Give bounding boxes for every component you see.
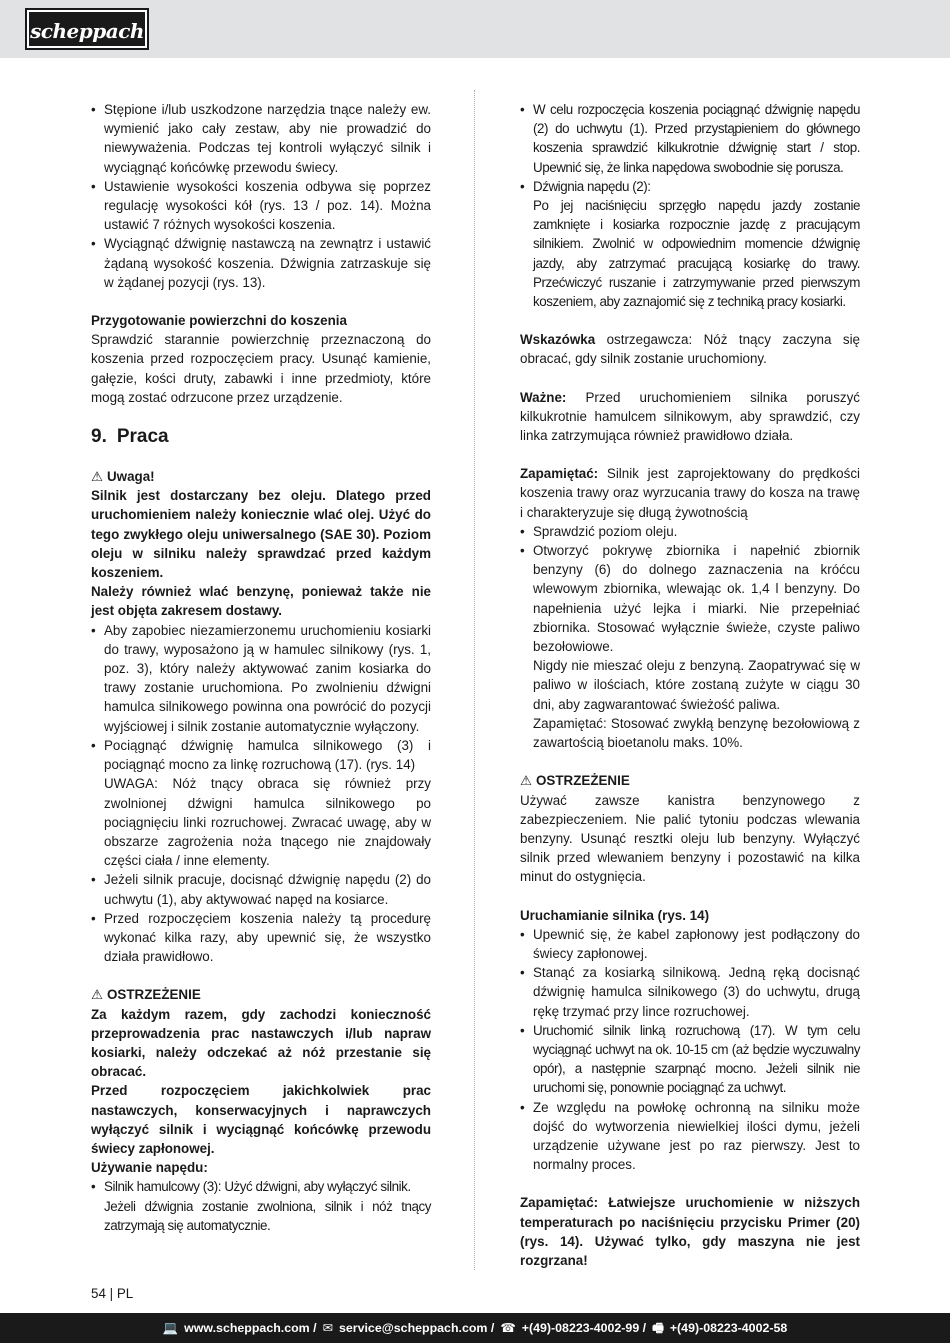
- column-divider: [474, 90, 476, 1270]
- list-item: • Jeżeli silnik pracuje, docisnąć dźwignię napędu (2) do uchwytu (1), aby aktywować napęd na kosiarce.: [91, 870, 431, 908]
- bullet-list-start: [520, 925, 860, 1175]
- warning-label: OSTRZEŻENIE: [536, 773, 630, 789]
- list-item: • W celu rozpoczęcia koszenia pociągnąć dźwignię napędu (2) do uchwytu (1). Przed przystąpieniem do głównego koszenia sprawdzić kilkukrotnie dźwignię start / stop. Upewnić się, że linka napędowa swobodnie się porusza.: [520, 100, 860, 177]
- start-heading: Uruchamianie silnika (rys. 14): [520, 907, 710, 923]
- page-number-value: 54: [91, 1286, 106, 1301]
- bullet-list-usage: [91, 1177, 431, 1235]
- final-note: Zapamiętać: Łatwiejsze uruchomienie w niższych temperaturach po naciśnięciu przycisku Primer (20) (rys. 14). Używać tylko, gdy maszyna nie jest rozgrzana!: [520, 1195, 860, 1268]
- warning-heading: [520, 771, 860, 790]
- mail-icon: ✉: [322, 1321, 333, 1335]
- phone-icon: ☎: [500, 1321, 516, 1335]
- warning-text: Używać zawsze kanistra benzynowego z zabezpieczeniem. Nie palić tytoniu podczas wlewania benzyny. Usunąć resztki oleju lub benzyny. Wyłączyć silnik przed wlewaniem benzyny i pozostawić na kilka minut do ostygnięcia.: [520, 792, 860, 885]
- list-item: • Uruchomić silnik linką rozruchową (17). W tym celu wyciągnąć uchwyt na ok. 10-15 cm (aż będzie wyczuwalny opór), a następnie szarpnąć mocno. Jeżeli silnik nie uruchomi się, ponownie pociągnąć za uchwyt.: [520, 1021, 860, 1098]
- footer-band: [0, 1313, 950, 1343]
- list-item: [520, 541, 860, 752]
- section-number: 9.: [91, 426, 107, 448]
- list-item-subtext: Zapamiętać: Stosować zwykłą benzynę bezołowiową z zawartością bioetanolu maks. 10%.: [533, 715, 860, 751]
- bullet-list-fuel: [520, 522, 860, 752]
- list-item: • Stanąć za kosiarką silnikową. Jedną ręką docisnąć dźwignię hamulca silnikowego (3) do uchwytu, drugą rękę trzymać przy lince rozruchowej.: [520, 963, 860, 1021]
- important-label: Ważne:: [520, 389, 567, 405]
- attention-heading: [91, 467, 431, 486]
- fax-icon: 🖷: [652, 1321, 664, 1335]
- list-item: • Upewnić się, że kabel zapłonowy jest podłączony do świecy zapłonowej.: [520, 925, 860, 963]
- scheppach-logo: scheppach: [27, 10, 147, 48]
- page-separator: |: [109, 1286, 114, 1301]
- important-text: Przed uruchomieniem silnika poruszyć kilkukrotnie hamulcem silnikowym, aby sprawdzić, czy linka zatrzymująca również prawidłowo działa.: [520, 389, 860, 444]
- list-item: • Stępione i/lub uszkodzone narzędzia tnące należy ew. wymienić jako cały zestaw, aby nie prowadzić do niewyważenia. Podczas tej kontroli wyłączyć silnik i wyciągnąć końcówkę przewodu świecy.: [91, 100, 431, 177]
- list-item-subtext: Jeżeli dźwignia zostanie zwolniona, silnik i nóż tnący zatrzymają się automatycznie.: [104, 1198, 431, 1233]
- prep-heading: Przygotowanie powierzchni do koszenia: [91, 313, 347, 329]
- list-item: [520, 177, 860, 311]
- footer-email[interactable]: service@scheppach.com /: [338, 1321, 495, 1335]
- remember-text: Silnik jest zaprojektowany do prędkości koszenia trawy oraz wyrzucania trawy do kosza na trawę i charakteryzuje się długą żywotnością: [520, 466, 860, 520]
- list-item: • Aby zapobiec niezamierzonemu uruchomieniu kosiarki do trawy, wyposażono ją w hamulec silnikowy (rys. 1, poz. 3), który należy aktywować zanim kosiarka do trawy zostanie uruchomiona. Po zwolnieniu dźwigni hamulca silnikowego powinna ona powrócić do pozycji wyjściowej i silnik zostanie automatycznie wyłączony.: [91, 621, 431, 736]
- hint-paragraph: [520, 330, 860, 368]
- hint-label: Wskazówka: [520, 332, 596, 348]
- list-item: • Przed rozpoczęciem koszenia należy tą procedurę wykonać kilka razy, aby upewnić się, że wszystko działa prawidłowo.: [91, 909, 431, 967]
- bullet-list-drive: [520, 100, 860, 311]
- bullet-list-top: [91, 100, 431, 292]
- footer-fax: +(49)-08223-4002-58: [669, 1321, 788, 1335]
- list-item: • Sprawdzić poziom oleju.: [520, 522, 860, 541]
- monitor-icon: 💻: [162, 1321, 179, 1335]
- important-paragraph: [520, 388, 860, 446]
- hint-text: ostrzegawcza: Nóż tnący zaczyna się obracać, gdy silnik zostanie uruchomiony.: [520, 332, 860, 367]
- bullet-list-work: [91, 621, 431, 967]
- left-column: [91, 100, 431, 1235]
- list-item: [91, 1177, 431, 1235]
- remember-paragraph: [520, 464, 860, 522]
- usage-heading: Używanie napędu:: [91, 1160, 208, 1176]
- list-item: [91, 736, 431, 870]
- prep-paragraph: Sprawdzić starannie powierzchnię przeznaczoną do koszenia przed rozpoczęciem pracy. Usunąć kamienie, gałęzie, kości druty, zabawki i inne przedmioty, które mogą zostać odrzucone przez urządzenie.: [91, 332, 431, 405]
- list-item: • Wyciągnąć dźwignię nastawczą na zewnątrz i ustawić żądaną wysokość koszenia. Dźwignia zatrzaskuje się w żądanej pozycji (rys. 13).: [91, 234, 431, 292]
- footer-website[interactable]: www.scheppach.com /: [184, 1321, 317, 1335]
- warning-heading: [91, 985, 431, 1004]
- attention-text-2: Należy również wlać benzynę, ponieważ także nie jest objęta zakresem dostawy.: [91, 584, 431, 619]
- list-item-text: • Silnik hamulcowy (3): Użyć dźwigni, aby wyłączyć silnik.: [104, 1179, 411, 1195]
- right-column: [520, 100, 860, 1270]
- section-title: Praca: [116, 426, 169, 448]
- list-item-text: • Pociągnąć dźwignię hamulca silnikowego (3) i pociągnąć mocno za linkę rozruchową (17). (rys. 14): [104, 737, 431, 773]
- warning-triangle-icon: ⚠: [91, 987, 104, 1003]
- warning-triangle-icon: ⚠: [91, 469, 104, 485]
- list-item-text: • Otworzyć pokrywę zbiornika i napełnić zbiornik benzyny (6) do dolnego zaznaczenia na króćcu wlewowym zbiornika, wlewając ok. 1,4 l benzyny. Do napełnienia użyć lejka i miarki. Nie przepełniać zbiornika. Stosować wyłącznie świeże, czyste paliwo bezołowiowe.: [533, 543, 860, 655]
- attention-label: Uwaga!: [107, 469, 155, 485]
- list-item-text: • Dźwignia napędu (2):: [533, 178, 651, 194]
- list-item-subtext: Nigdy nie mieszać oleju z benzyną. Zaopatrywać się w paliwo w ilościach, które zostaną zużyte w ciągu 30 dni, aby zagwarantować świeżość paliwa.: [533, 658, 860, 712]
- header-band: [0, 0, 950, 58]
- attention-text-1: Silnik jest dostarczany bez oleju. Dlatego przed uruchomieniem należy koniecznie wlać olej. Użyć do tego zwykłego oleju uniwersalnego (SAE 30). Poziom oleju w silniku należy sprawdzać przed każdym koszeniem.: [91, 488, 431, 581]
- section-heading: [91, 425, 431, 449]
- page-number: [91, 1286, 133, 1301]
- remember-label: Zapamiętać:: [520, 466, 599, 482]
- list-item: • Ustawienie wysokości koszenia odbywa się poprzez regulację wysokości kół (rys. 13 / poz. 14). Można ustawić 7 różnych wysokości koszenia.: [91, 177, 431, 235]
- list-item-subtext: Po jej naciśnięciu sprzęgło napędu jazdy zostanie zamknięte i kosiarka rozpocznie jazdę z pracującym silnikiem. Zwolnić w odpowiednim momencie dźwignię jazdy, aby zatrzymać pracującą kosiarkę do trawy. Przećwiczyć ruszanie i zatrzymywanie przed pierwszym koszeniem, aby zaznajomić się z techniką pracy kosiarki.: [533, 198, 860, 310]
- language-code: PL: [116, 1286, 134, 1301]
- list-item-subtext: UWAGA: Nóż tnący obraca się również przy zwolnionej dźwigni hamulca silnikowego po pociągnięciu linki rozruchowej. Zwracać uwagę, aby w obszarze zagrożenia noża tnącego nie znajdowały części ciała / inne elementy.: [104, 776, 431, 869]
- footer-phone: +(49)-08223-4002-99 /: [521, 1321, 647, 1335]
- warning-triangle-icon: ⚠: [520, 773, 533, 789]
- list-item: • Ze względu na powłokę ochronną na silniku może dojść do wytworzenia niewielkiej ilości dymu, jeżeli urządzenie używane jest po raz pierwszy. Jest to normalny proces.: [520, 1098, 860, 1175]
- warning-text-1: Za każdym razem, gdy zachodzi konieczność przeprowadzenia prac nastawczych i/lub napraw kosiarki, należy odczekać aż nóż przestanie się obracać.: [91, 1006, 431, 1080]
- warning-label: OSTRZEŻENIE: [107, 987, 201, 1003]
- warning-text-2: Przed rozpoczęciem jakichkolwiek prac nastawczych, konserwacyjnych i naprawczych wyłączyć silnik i wyciągnąć końcówkę przewodu świecy zapłonowej.: [91, 1083, 431, 1156]
